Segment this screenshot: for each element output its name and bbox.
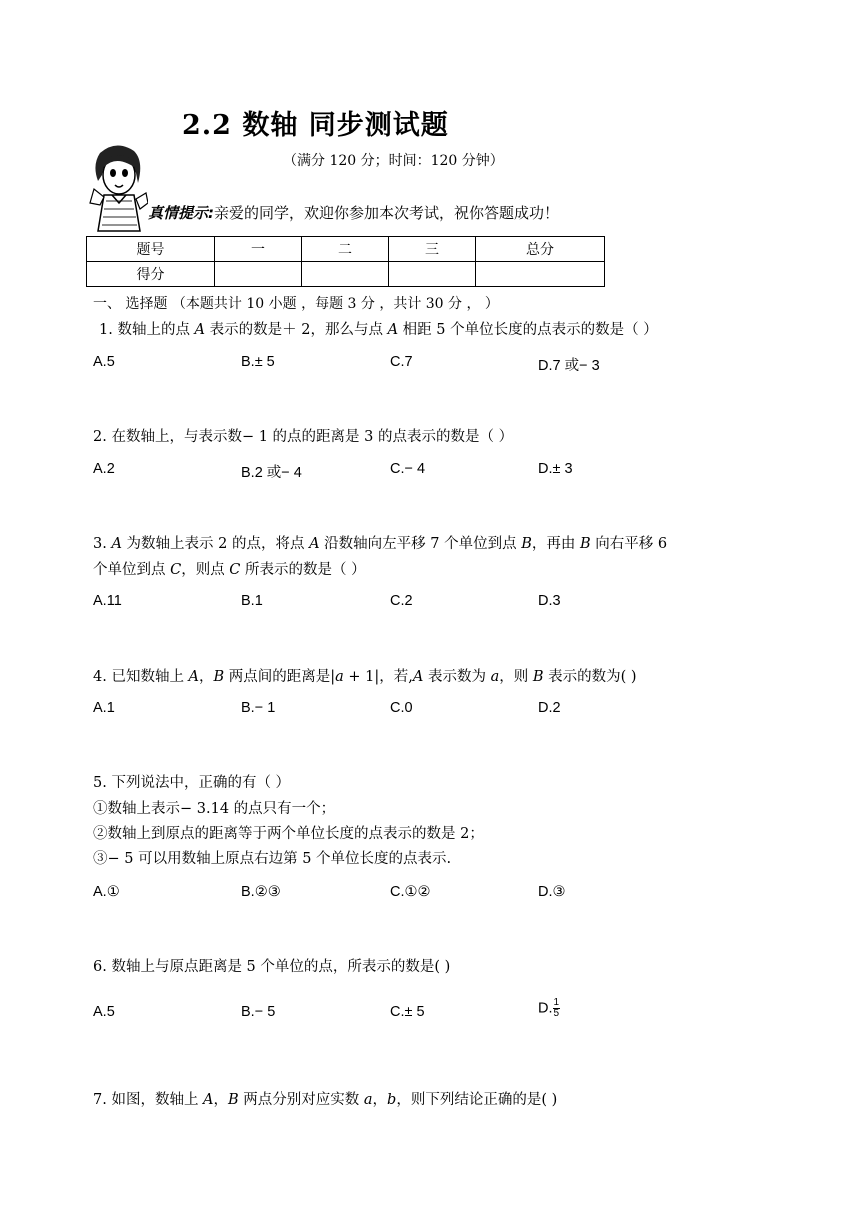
question-4-option-b[interactable]: B.− 1: [241, 700, 276, 716]
question-5-option-c[interactable]: C.①②: [390, 884, 431, 900]
question-7-stem: 7. 如图，数轴上 𝐴，𝐵 两点分别对应实数 𝑎，𝑏，则下列结论正确的是( ): [93, 1092, 558, 1108]
score-cell[interactable]: [215, 262, 302, 287]
page-subtitle: （满分 120 分；时间：120 分钟）: [283, 153, 504, 169]
question-1-option-d[interactable]: D.7 或− 3: [538, 358, 600, 374]
question-6-option-c[interactable]: C.± 5: [390, 1004, 425, 1020]
option-d-label: D.: [538, 1000, 553, 1017]
question-5-statement-1: ①数轴上表示− 3.14 的点只有一个；: [93, 801, 336, 817]
score-cell[interactable]: [302, 262, 389, 287]
question-3-option-b[interactable]: B.1: [241, 593, 263, 609]
table-row-label: 得分: [87, 262, 215, 287]
table-header-cell: 总分: [476, 237, 605, 262]
question-6-option-d[interactable]: [538, 998, 560, 1019]
question-6-option-b[interactable]: B.− 5: [241, 1004, 276, 1020]
fraction-denominator: 5: [553, 1008, 560, 1019]
question-1-option-a[interactable]: A.5: [93, 354, 115, 370]
question-2-option-a[interactable]: A.2: [93, 461, 115, 477]
tip-label: 真情提示:: [148, 204, 214, 222]
score-cell[interactable]: [389, 262, 476, 287]
question-2-option-c[interactable]: C.− 4: [390, 461, 426, 477]
question-1-stem: 1. 数轴上的点 𝐴 表示的数是＋ 2，那么与点 𝐴 相距 5 个单位长度的点表示的数是（ ）: [99, 322, 658, 338]
score-table-score-row: [87, 262, 605, 287]
question-4-option-a[interactable]: A.1: [93, 700, 115, 716]
question-4-option-d[interactable]: D.2: [538, 700, 561, 716]
question-5-statement-2: ②数轴上到原点的距离等于两个单位长度的点表示的数是 2；: [93, 826, 484, 842]
question-1-option-b[interactable]: B.± 5: [241, 354, 275, 370]
table-header-cell: 二: [302, 237, 389, 262]
question-2-option-d[interactable]: D.± 3: [538, 461, 573, 477]
page-title: 2.2 数轴 同步测试题: [182, 110, 449, 141]
question-5-option-b[interactable]: B.②③: [241, 884, 281, 900]
question-3-option-d[interactable]: D.3: [538, 593, 561, 609]
question-5-stem: 5. 下列说法中，正确的有（ ）: [93, 775, 291, 791]
score-cell[interactable]: [476, 262, 605, 287]
question-1-option-c[interactable]: C.7: [390, 354, 413, 370]
score-table-header-row: [87, 237, 605, 262]
question-6-option-a[interactable]: A.5: [93, 1004, 115, 1020]
student-cartoon-icon: [86, 143, 148, 233]
table-header-cell: 三: [389, 237, 476, 262]
question-4-stem: 4. 已知数轴上 𝐴，𝐵 两点间的距离是|𝑎 + 1|，若,𝐴 表示数为 𝑎，则 𝐵 表示的数为( ): [93, 669, 637, 685]
table-header-cell: 一: [215, 237, 302, 262]
tip-line: [148, 202, 559, 223]
fraction: [553, 998, 561, 1019]
question-6-stem: 6. 数轴上与原点距离是 5 个单位的点，所表示的数是( ): [93, 959, 451, 975]
question-3-stem-continued: 个单位到点 𝐶，则点 𝐶 所表示的数是（ ）: [93, 562, 366, 578]
question-4-option-c[interactable]: C.0: [390, 700, 413, 716]
question-2-stem: 2. 在数轴上，与表示数− 1 的点的距离是 3 的点表示的数是（ ）: [93, 429, 514, 445]
question-5-option-a[interactable]: A.①: [93, 884, 120, 900]
question-3-option-c[interactable]: C.2: [390, 593, 413, 609]
question-5-option-d[interactable]: D.③: [538, 884, 566, 900]
question-3-stem: 3. 𝐴 为数轴上表示 2 的点，将点 𝐴 沿数轴向左平移 7 个单位到点 𝐵，再由 𝐵 向右平移 6: [93, 536, 668, 552]
question-5-statement-3: ③− 5 可以用数轴上原点右边第 5 个单位长度的点表示.: [93, 851, 452, 867]
tip-text: 亲爱的同学，欢迎你参加本次考试，祝你答题成功！: [214, 204, 560, 222]
table-header-cell: 题号: [87, 237, 215, 262]
question-3-option-a[interactable]: A.11: [93, 593, 122, 609]
question-2-option-b[interactable]: B.2 或− 4: [241, 465, 302, 481]
section-heading: 一、 选择题 （本题共计 10 小题 ，每题 3 分 ，共计 30 分 ， ）: [93, 296, 499, 312]
score-table: [86, 236, 605, 287]
fraction-numerator: 1: [553, 997, 560, 1008]
